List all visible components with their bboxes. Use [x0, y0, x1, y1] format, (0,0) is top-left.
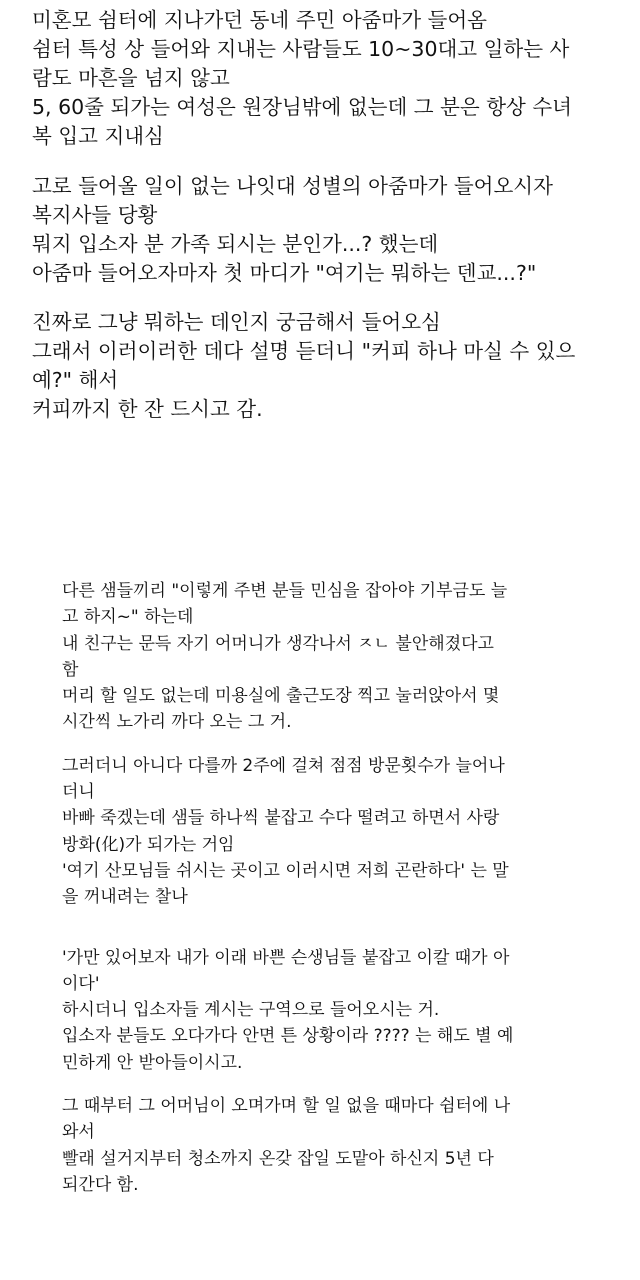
text-line: 입소자 분들도 오다가다 안면 튼 상황이라 ???? 는 해도 별 예 — [62, 1026, 514, 1047]
text-line: 다른 샘들끼리 "이렇게 주변 분들 민심을 잡아야 기부금도 늘 — [62, 581, 508, 601]
text-line: 진짜로 그냥 뭐하는 데인지 궁금해서 들어오심 — [32, 310, 441, 334]
text-line — [62, 1076, 622, 1093]
text-line: 함 — [62, 659, 79, 680]
text-line: 아줌마 들어오자마자 첫 마디가 "여기는 뭐하는 덴교...?" — [32, 260, 537, 285]
text-line — [62, 928, 622, 945]
text-line: 고 하지~" 하는데 — [62, 607, 194, 628]
text-line: 쉼터 특성 상 들어와 지내는 사람들도 10~30대고 일하는 사 — [32, 37, 570, 61]
text-line: 이다' — [62, 973, 100, 994]
text-line: 더니 — [62, 782, 95, 803]
text-line — [62, 911, 622, 928]
text-line: 그 때부터 그 어머님이 오며가며 할 일 없을 때마다 쉼터에 나 — [62, 1096, 511, 1117]
text-line: 시간씩 노가리 까다 오는 그 거. — [62, 712, 292, 733]
text-line: 내 친구는 문득 자기 어머니가 생각나서 ㅈㄴ 불안해졌다고 — [62, 633, 494, 654]
text-line: 커피까지 한 잔 드시고 감. — [32, 397, 263, 421]
text-line: '여기 산모님들 쉬시는 곳이고 이러시면 저희 곤란하다' 는 말 — [62, 860, 509, 881]
text-line: 뭐지 입소자 분 가족 되시는 분인가...? 했는데 — [32, 231, 439, 256]
text-line — [32, 151, 628, 172]
text-line: 하시더니 입소자들 계시는 구역으로 들어오시는 거. — [62, 1000, 440, 1021]
text-line — [32, 288, 628, 309]
text-line: '가만 있어보자 내가 이래 바쁜 슨생님들 붙잡고 이칼 때가 아 — [62, 947, 510, 968]
text-line: 그러더니 아니다 다를까 2주에 걸쳐 점점 방문횟수가 늘어나 — [62, 755, 505, 776]
text-line: 을 꺼내려는 찰나 — [62, 887, 188, 908]
text-line — [62, 736, 622, 753]
text-line: 민하게 안 받아들이시고. — [62, 1052, 243, 1073]
text-line: 복 입고 지내심 — [32, 124, 164, 148]
text-line: 5, 60줄 되가는 여성은 원장님밖에 없는데 그 분은 항상 수녀 — [32, 95, 572, 119]
text-line: 그래서 이러이러한 데다 설명 듣더니 "커피 하나 마실 수 있으 — [32, 339, 576, 363]
text-line: 복지사들 당황 — [32, 202, 158, 227]
text-line: 되간다 함. — [62, 1174, 139, 1195]
story-part-1 — [32, 6, 628, 424]
text-line: 빨래 설거지부터 청소까지 온갖 잡일 도맡아 하신지 5년 다 — [62, 1148, 494, 1169]
text-line: 고로 들어올 일이 없는 나잇대 성별의 아줌마가 들어오시자 — [32, 173, 553, 198]
text-line: 와서 — [62, 1122, 95, 1143]
text-line: 바빠 죽겠는데 샘들 하나씩 붙잡고 수다 떨려고 하면서 사랑 — [62, 808, 500, 829]
text-line: 방화(化)가 되가는 거임 — [62, 834, 235, 855]
text-line: 머리 할 일도 없는데 미용실에 출근도장 찍고 눌러앉아서 몇 — [62, 686, 500, 707]
text-line: 예?" 해서 — [32, 368, 119, 392]
story-part-2 — [62, 578, 622, 1198]
text-line: 미혼모 쉼터에 지나가던 동네 주민 아줌마가 들어옴 — [32, 8, 487, 32]
text-line: 람도 마흔을 넘지 않고 — [32, 66, 230, 90]
